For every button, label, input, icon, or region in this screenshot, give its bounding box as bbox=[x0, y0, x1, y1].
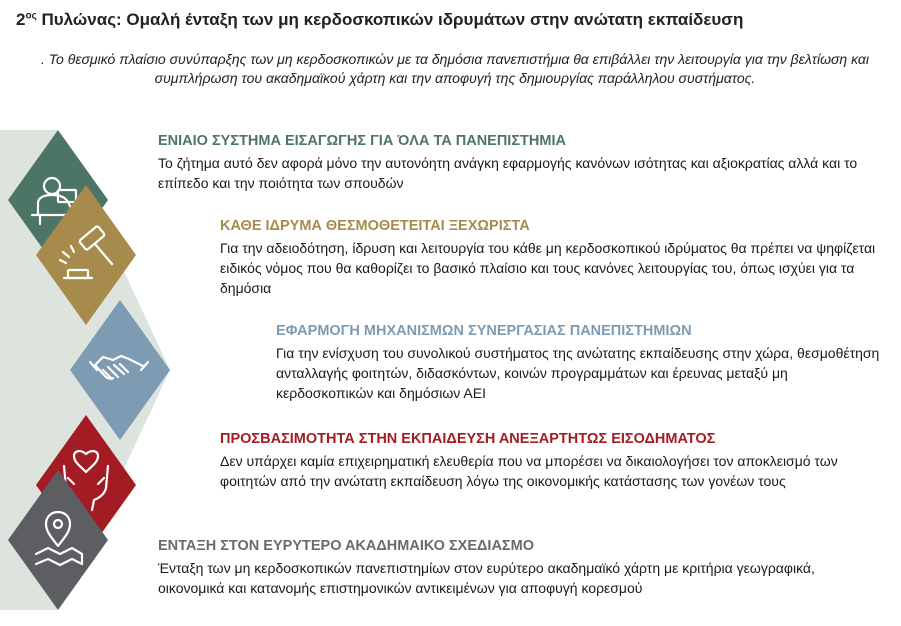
item-3 bbox=[276, 323, 886, 403]
item-2-heading: ΚΑΘΕ ΙΔΡΥΜΑ ΘΕΣΜΟΘΕΤΕΙΤΑΙ ΞΕΧΩΡΙΣΤΑ bbox=[220, 218, 530, 234]
item-2-text: Για την αδειοδότηση, ίδρυση και λειτουργία του κάθε μη κερδοσκοπικού ιδρύματος θα πρέπει να ψηφίζεται ειδικός νόμος που θα καθορίζει το βασικό πλαίσιο και τους κανόνες λειτουργίας του, όπως ισχύει για τα δημόσια bbox=[220, 240, 876, 296]
item-5-text: Ένταξη των μη κερδοσκοπικών πανεπιστημίων στον ευρύτερο ακαδημαϊκό χάρτη με κριτήρια γεωγραφικά, οικονομικά και κατανομής επιστημονικών αντικειμένων για αποφυγή κορεσμού bbox=[158, 560, 815, 596]
item-4-text: Δεν υπάρχει καμία επιχειρηματική ελευθερία που να μπορέσει να δικαιολογήσει τον αποκλεισμό των φοιτητών από την ανώτατη εκπαίδευση λόγω της οικονομικής κατάστασης των γονέων τους bbox=[220, 453, 838, 489]
item-3-heading: ΕΦΑΡΜΟΓΗ ΜΗΧΑΝΙΣΜΩΝ ΣΥΝΕΡΓΑΣΙΑΣ ΠΑΝΕΠΙΣΤΗΜΙΩΝ bbox=[276, 323, 692, 339]
title-ordinal: ος bbox=[25, 10, 37, 22]
item-3-text: Για την ενίσχυση του συνολικού συστήματος της ανώτατης εκπαίδευσης στην χώρα, θεσμοθέτηση ανταλλαγής φοιτητών, διδασκόντων, κοινών προγραμμάτων και έρευνας μεταξύ μη κερδοσκοπικών και δημόσιων ΑΕΙ bbox=[276, 345, 880, 401]
item-1 bbox=[158, 133, 883, 193]
item-4-heading: ΠΡΟΣΒΑΣΙΜΟΤΗΤΑ ΣΤΗΝ ΕΚΠΑΙΔΕΥΣΗ ΑΝΕΞΑΡΤΗΤΩΣ ΕΙΣΟΔΗΜΑΤΟΣ bbox=[220, 431, 716, 447]
title-text: Πυλώνας: Ομαλή ένταξη των μη κερδοσκοπικών ιδρυμάτων στην ανώτατη εκπαίδευση bbox=[41, 10, 744, 29]
item-5 bbox=[158, 538, 883, 598]
item-4 bbox=[220, 431, 885, 491]
item-1-heading: ΕΝΙΑΙΟ ΣΥΣΤΗΜΑ ΕΙΣΑΓΩΓΗΣ ΓΙΑ ΌΛΑ ΤΑ ΠΑΝΕΠΙΣΤΗΜΙΑ bbox=[158, 133, 566, 149]
title-number: 2 bbox=[16, 10, 26, 29]
item-5-heading: ΕΝΤΑΞΗ ΣΤΟΝ ΕΥΡΥΤΕΡΟ ΑΚΑΔΗΜΑΙΚΟ ΣΧΕΔΙΑΣΜΟ bbox=[158, 538, 534, 554]
item-1-text: Το ζήτημα αυτό δεν αφορά μόνο την αυτονόητη ανάγκη εφαρμογής κανόνων ισότητας και αξιοκρατίας αλλά και το επίπεδο και την ποιότητα των σπουδών bbox=[158, 155, 858, 191]
page-title bbox=[16, 10, 886, 30]
intro-text: . Το θεσμικό πλαίσιο συνύπαρξης των μη κερδοσκοπικών με τα δημόσια πανεπιστήμια θα επιβάλλει την λειτουργία για την βελτίωση και συμπλήρωση του ακαδημαϊκού χάρτη και την αποφυγή της δημιουργίας παράλληλου συστήματος. bbox=[41, 51, 869, 86]
item-2 bbox=[220, 218, 885, 298]
